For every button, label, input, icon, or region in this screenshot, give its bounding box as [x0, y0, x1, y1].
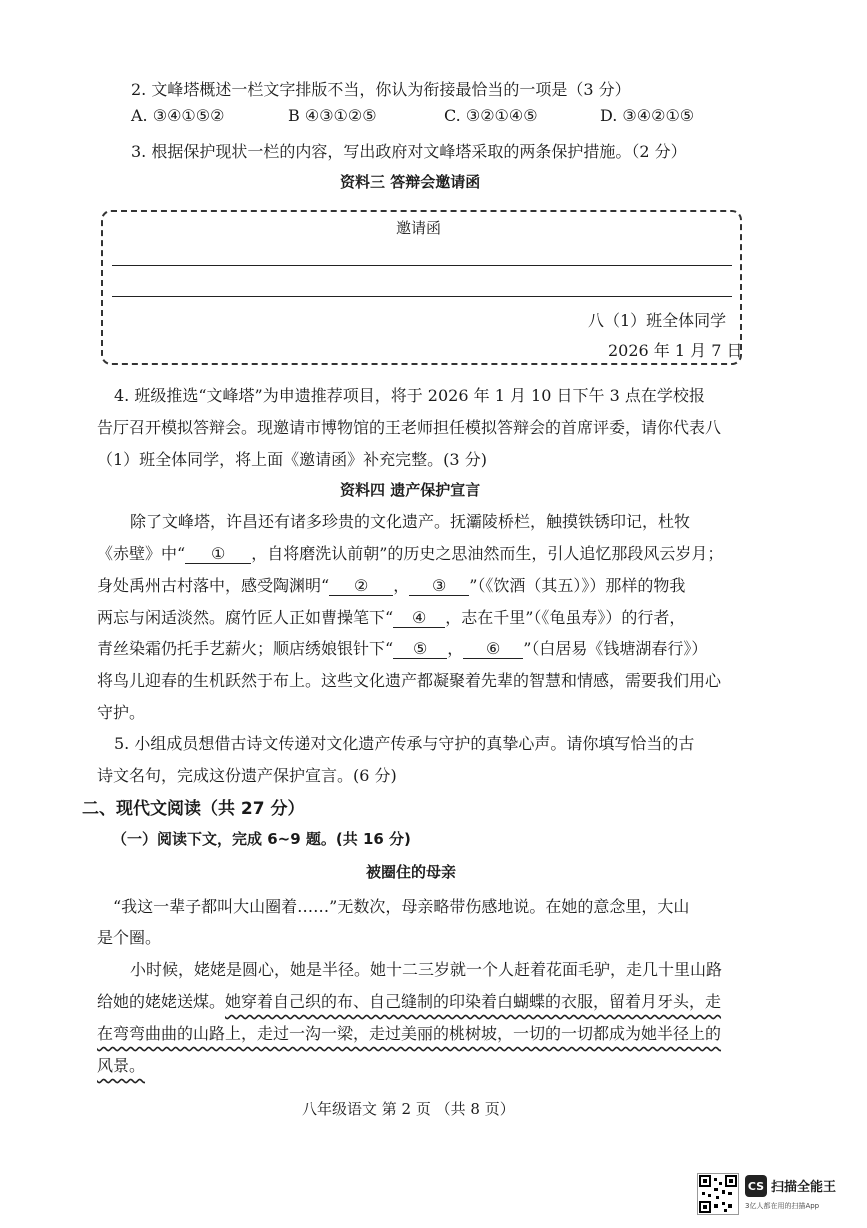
question-3-stem: 3. 根据保护现状一栏的内容，写出政府对文峰塔采取的两条保护措施。（2 分） — [131, 142, 687, 161]
article-paragraph-2-line-1: 小时候，姥姥是圆心，她是半径。她十二三岁就一个人赶着花面毛驴，走几十里山路 — [130, 960, 723, 979]
declaration-text: ”（白居易《钱塘湖春行》） — [523, 639, 708, 658]
question-4-line-2: 告厅召开模拟答辩会。现邀请市博物馆的王老师担任模拟答辩会的首席评委，请你代表八 — [97, 418, 722, 437]
question-2-stem: 2. 文峰塔概述一栏文字排版不当，你认为衔接最恰当的一项是（3 分） — [131, 80, 631, 99]
question-4-line-3: （1）班全体同学，将上面《邀请函》补充完整。(3 分) — [97, 450, 487, 469]
invitation-signature: 八（1）班全体同学 — [588, 311, 727, 330]
declaration-text: ，自将磨洗认前朝”的历史之思油然而生，引人追忆那段风云岁月； — [251, 544, 724, 563]
declaration-text: ，志在千里”（《龟虽寿》）的行者， — [445, 608, 686, 627]
question-5-line-1: 5. 小组成员想借古诗文传递对文化遗产传承与守护的真挚心声。请你填写恰当的古 — [114, 734, 695, 753]
invitation-date: 2026 年 1 月 7 日 — [608, 341, 743, 360]
blank-6[interactable]: ⑥ — [463, 639, 523, 659]
question-5-line-2: 诗文名句，完成这份遗产保护宣言。(6 分) — [97, 766, 397, 785]
section-2-heading: 二、现代文阅读（共 27 分） — [82, 799, 305, 819]
declaration-text: 青丝染霜仍托手艺薪火；顺店绣娘银针下“ — [97, 639, 394, 658]
declaration-line-2 — [97, 541, 723, 564]
declaration-line-6: 将鸟儿迎春的生机跃然于布上。这些文化遗产都凝聚着先辈的智慧和情感，需要我们用心 — [97, 671, 722, 690]
article-text: 给她的姥姥送煤。 — [97, 992, 226, 1011]
article-paragraph-1-line-1: “我这一辈子都叫大山圈着……”无数次，母亲略带伤感地说。在她的意念里，大山 — [113, 897, 690, 916]
scanner-tagline: 3亿人都在用的扫描App — [745, 1202, 820, 1210]
declaration-line-1: 除了文峰塔，许昌还有诸多珍贵的文化遗产。抚灞陵桥栏，触摸铁锈印记，杜牧 — [130, 512, 691, 531]
article-paragraph-1-line-2: 是个圈。 — [97, 928, 162, 947]
invitation-blank-line-2 — [112, 296, 732, 297]
declaration-text: ， — [447, 639, 464, 658]
option-d: D. ③④②①⑤ — [600, 106, 695, 125]
option-c: C. ③②①④⑤ — [444, 106, 538, 125]
scanner-logo-icon: CS — [745, 1175, 767, 1197]
blank-4[interactable]: ④ — [393, 608, 445, 628]
article-title: 被圈住的母亲 — [366, 863, 457, 881]
blank-3[interactable]: ③ — [409, 576, 469, 596]
declaration-line-7: 守护。 — [97, 703, 146, 722]
article-paragraph-2-line-4: 风景。 — [97, 1056, 146, 1075]
blank-2[interactable]: ② — [329, 576, 393, 596]
scanner-app-name: 扫描全能王 — [771, 1180, 837, 1195]
declaration-text: 《赤壁》中“ — [97, 544, 186, 563]
qr-code-icon — [697, 1173, 739, 1215]
declaration-text: 身处禹州古村落中，感受陶渊明“ — [97, 576, 330, 595]
material-4-heading: 资料四 遗产保护宣言 — [340, 481, 481, 499]
page-footer: 八年级语文 第 2 页 （共 8 页） — [302, 1100, 515, 1118]
option-a: A. ③④①⑤② — [131, 106, 225, 125]
declaration-line-4 — [97, 605, 685, 628]
blank-1[interactable]: ① — [185, 544, 251, 564]
option-b: B ④③①②⑤ — [288, 106, 377, 125]
declaration-text: ， — [393, 576, 410, 595]
question-4-line-1: 4. 班级推选“文峰塔”为申遗推荐项目，将于 2026 年 1 月 10 日下午 3 点在学校报 — [114, 386, 705, 405]
declaration-line-5 — [97, 636, 707, 659]
declaration-line-3 — [97, 573, 685, 596]
reading-instruction: （一）阅读下文，完成 6~9 题。(共 16 分) — [112, 830, 411, 848]
underlined-sentence: 她穿着自己织的布、自己缝制的印染着白蝴蝶的衣服，留着月牙头，走 — [225, 992, 722, 1011]
material-3-heading: 资料三 答辩会邀请函 — [340, 173, 481, 191]
declaration-text: 两忘与闲适淡然。腐竹匠人正如曹操笔下“ — [97, 608, 394, 627]
declaration-text: ”（《饮酒（其五）》）那样的物我 — [469, 576, 686, 595]
article-paragraph-2-line-3: 在弯弯曲曲的山路上，走过一沟一梁，走过美丽的桃树坡，一切的一切都成为她半径上的 — [97, 1024, 722, 1043]
invitation-title: 邀请函 — [396, 219, 442, 237]
invitation-blank-line-1 — [112, 265, 732, 266]
blank-5[interactable]: ⑤ — [393, 639, 447, 659]
article-paragraph-2-line-2 — [97, 989, 721, 1012]
